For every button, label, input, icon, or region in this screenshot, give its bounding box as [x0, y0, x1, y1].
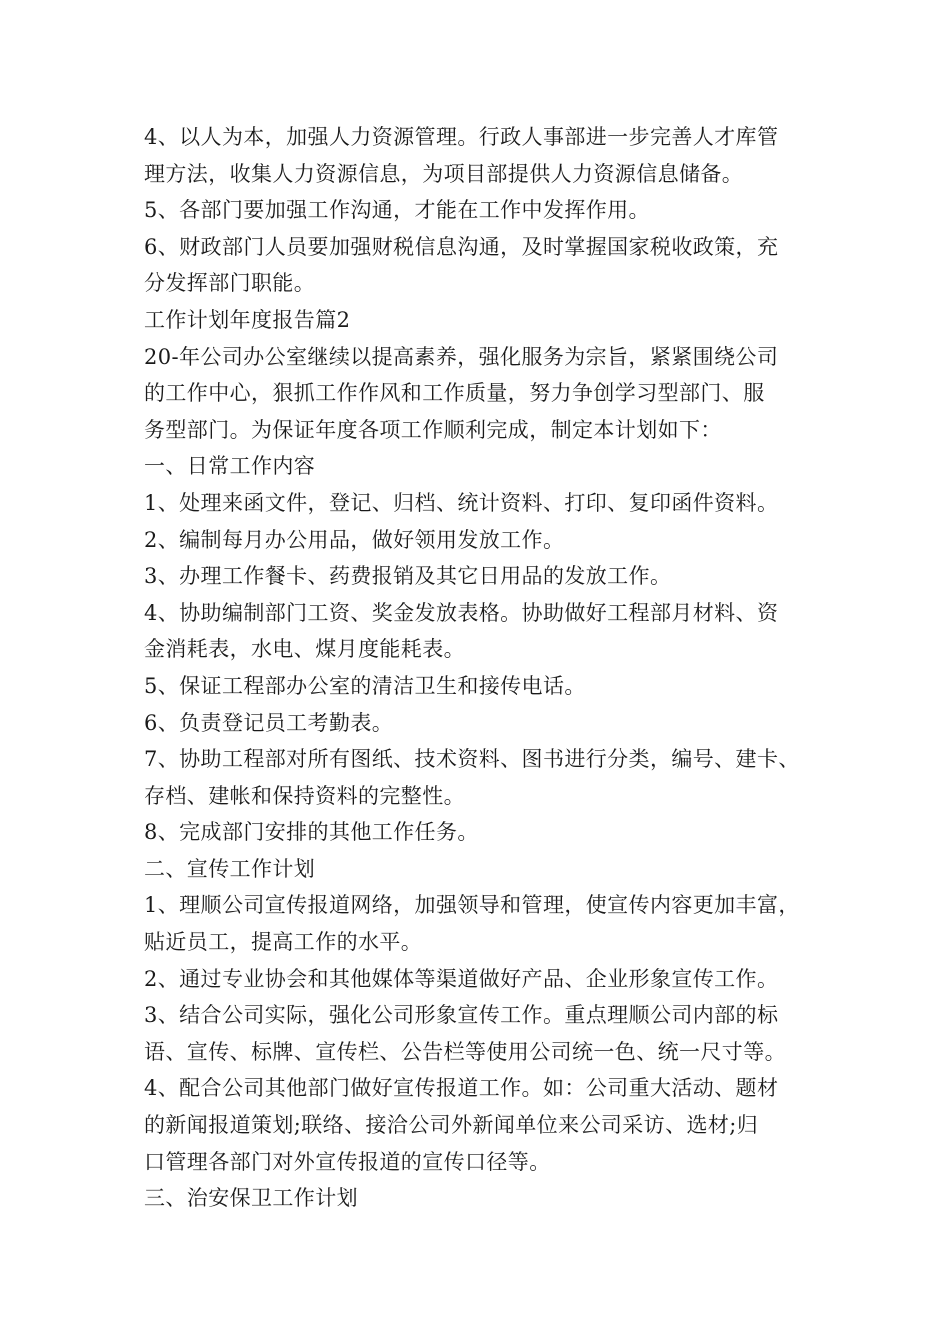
text-line: 2、编制每月办公用品，做好领用发放工作。 — [144, 527, 565, 552]
text-line: 7、协助工程部对所有图纸、技术资料、图书进行分类，编号、建卡、 — [144, 747, 800, 772]
text-line: 8、完成部门安排的其他工作任务。 — [144, 820, 479, 845]
section-heading: 一、日常工作内容 — [144, 454, 316, 479]
text-line: 5、保证工程部办公室的清洁卫生和接传电话。 — [144, 673, 586, 698]
text-line: 贴近员工，提高工作的水平。 — [144, 930, 423, 955]
text-line: 1、理顺公司宣传报道网络，加强领导和管理，使宣传内容更加丰富， — [144, 893, 800, 918]
document-body — [144, 119, 834, 1217]
text-line: 语、宣传、标牌、宣传栏、公告栏等使用公司统一色、统一尺寸等。 — [144, 1039, 786, 1064]
text-line: 存档、建帐和保持资料的完整性。 — [144, 783, 465, 808]
text-line: 4、协助编制部门工资、奖金发放表格。协助做好工程部月材料、资 — [144, 600, 779, 625]
text-line: 2、通过专业协会和其他媒体等渠道做好产品、企业形象宣传工作。 — [144, 966, 779, 991]
text-line: 3、结合公司实际，强化公司形象宣传工作。重点理顺公司内部的标 — [144, 1003, 779, 1028]
text-line: 5、各部门要加强工作沟通，才能在工作中发挥作用。 — [144, 198, 650, 223]
text-line: 理方法，收集人力资源信息，为项目部提供人力资源信息储备。 — [144, 161, 744, 186]
text-line: 4、配合公司其他部门做好宣传报道工作。如：公司重大活动、题材 — [144, 1076, 779, 1101]
text-line: 分发挥部门职能。 — [144, 271, 316, 296]
section-heading: 三、治安保卫工作计划 — [144, 1186, 358, 1211]
section-heading: 工作计划年度报告篇2 — [144, 307, 351, 332]
text-line: 6、财政部门人员要加强财税信息沟通，及时掌握国家税收政策，充 — [144, 234, 779, 259]
text-line: 务型部门。为保证年度各项工作顺利完成，制定本计划如下： — [144, 417, 722, 442]
text-line: 6、负责登记员工考勤表。 — [144, 710, 394, 735]
text-line: 3、办理工作餐卡、药费报销及其它日用品的发放工作。 — [144, 564, 672, 589]
text-line: 4、以人为本，加强人力资源管理。行政人事部进一步完善人才库管 — [144, 125, 779, 149]
text-line: 口管理各部门对外宣传报道的宣传口径等。 — [144, 1149, 551, 1174]
text-line: 的新闻报道策划;联络、接洽公司外新闻单位来公司采访、选材;归 — [144, 1113, 759, 1138]
text-line: 金消耗表，水电、煤月度能耗表。 — [144, 637, 465, 662]
text-line: 20-年公司办公室继续以提高素养，强化服务为宗旨，紧紧围绕公司 — [144, 344, 779, 369]
text-line: 1、处理来函文件，登记、归档、统计资料、打印、复印函件资料。 — [144, 490, 779, 515]
text-line: 的工作中心，狠抓工作作风和工作质量，努力争创学习型部门、服 — [144, 381, 765, 406]
section-heading: 二、宣传工作计划 — [144, 856, 316, 881]
